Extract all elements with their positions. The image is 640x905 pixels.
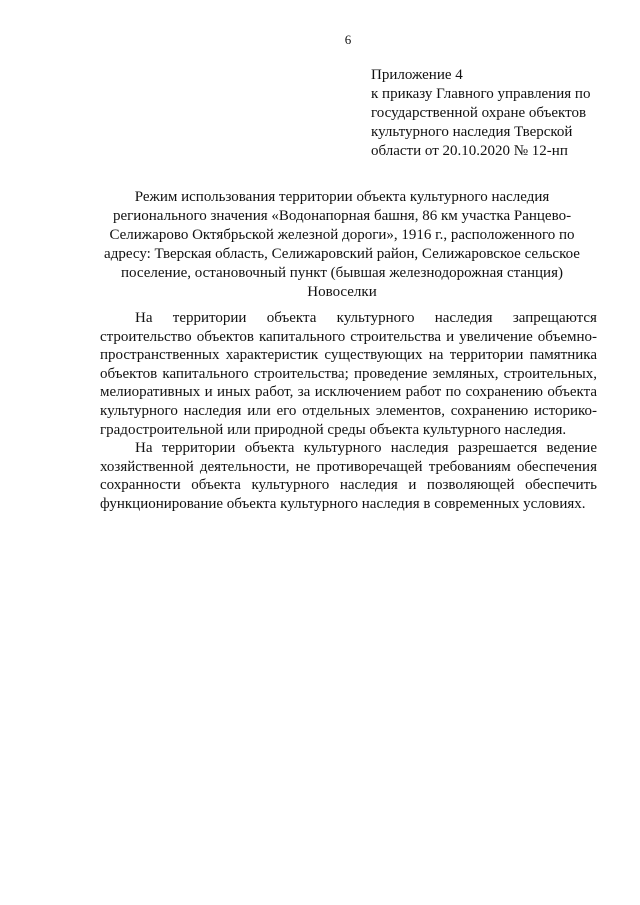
title-line: Новоселки: [307, 284, 377, 300]
appendix-line: к приказу Главного управления по: [371, 86, 591, 102]
title-line: Режим использования территории объекта культурного наследия: [134, 189, 550, 205]
paragraph-line: градостроительной или природной среды объекта культурного наследия.: [100, 421, 567, 438]
paragraph-permissions: [100, 439, 597, 513]
appendix-line: культурного наследия Тверской: [371, 124, 573, 140]
paragraph-line: хозяйственной деятельности, не противоречащей требованиям обеспечения: [100, 458, 597, 475]
appendix-line: Приложение 4: [371, 67, 463, 83]
word: культурного: [336, 310, 415, 326]
word: территории: [172, 310, 247, 326]
paragraph-line: [100, 309, 597, 328]
page-number: 6: [344, 32, 352, 47]
paragraph-line: функционирование объекта культурного наследия в современных условиях.: [100, 495, 586, 512]
title-line: регионального значения «Водонапорная башня, 86 км участка Ранцево-: [112, 208, 572, 224]
title-line: адресу: Тверская область, Селижаровский район, Селижаровское сельское: [104, 246, 580, 262]
paragraph-line: мелиоративных и иных работ, за исключением работ по сохранению объекта: [100, 384, 597, 401]
paragraph-line: строительство объектов капитального строительства и увеличение объемно-: [100, 328, 597, 345]
appendix-line: области от 20.10.2020 № 12-нп: [371, 143, 568, 159]
document-body: [100, 309, 597, 514]
paragraph-line: объектов капитального строительства; проведение земляных, строительных,: [100, 365, 597, 382]
paragraph-line: сохранности объекта культурного наследия и позволяющей обеспечить: [100, 477, 597, 494]
paragraph-line: пространственных характеристик существующих на территории памятника: [100, 347, 597, 364]
word: На: [135, 310, 153, 326]
paragraph-prohibitions: [100, 309, 597, 439]
word: наследия: [434, 310, 493, 326]
paragraph-line: На территории объекта культурного наследия разрешается ведение: [135, 440, 597, 457]
appendix-line: государственной охране объектов: [371, 105, 587, 121]
document-title: [92, 188, 592, 302]
title-line: Селижарово Октябрьской железной дороги», 1916 г., расположенного по: [109, 227, 575, 243]
title-line: поселение, остановочный пункт (бывшая железнодорожная станция): [121, 265, 563, 281]
appendix-header: [371, 66, 621, 161]
paragraph-line: культурного наследия или его отдельных элементов, сохранению историко-: [100, 402, 597, 419]
word: запрещаются: [512, 310, 597, 326]
word: объекта: [266, 310, 317, 326]
